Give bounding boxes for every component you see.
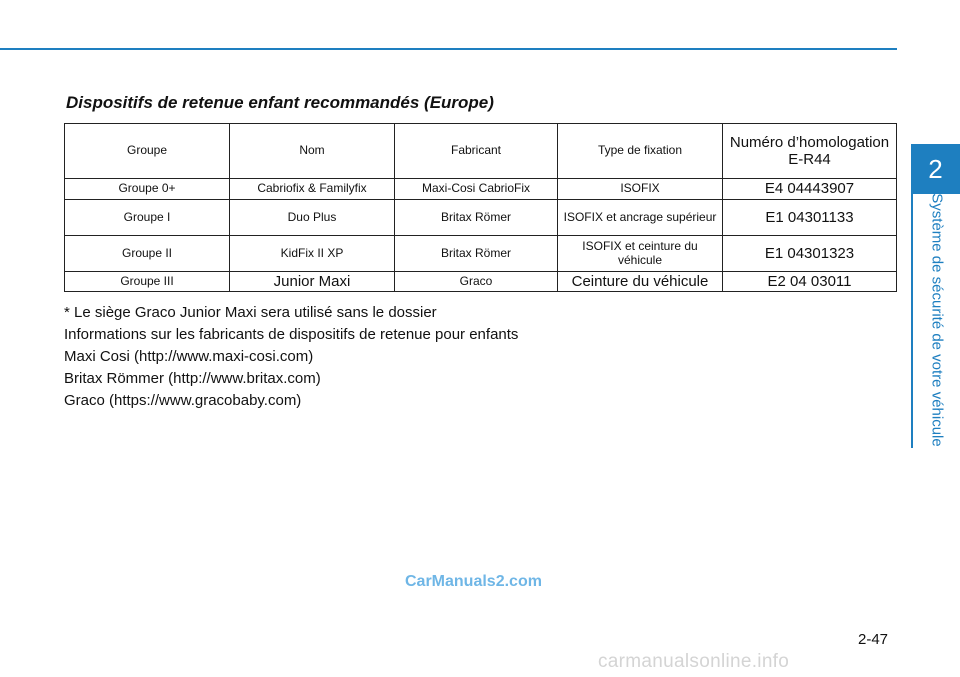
note-line: Informations sur les fabricants de dispositifs de retenue pour enfants [64, 326, 519, 343]
table-cell: E1 04301133 [723, 200, 897, 236]
table-cell: ISOFIX [558, 179, 723, 200]
header-cell-manufacturer: Fabricant [395, 124, 558, 179]
table-cell: Groupe 0+ [65, 179, 230, 200]
table-cell: Groupe I [65, 200, 230, 236]
header-cell-name: Nom [230, 124, 395, 179]
note-line: * Le siège Graco Junior Maxi sera utilisé sans le dossier [64, 304, 437, 321]
table-cell: Groupe III [65, 272, 230, 292]
table-row [65, 200, 897, 236]
table-cell: ISOFIX et ancrage supérieur [558, 200, 723, 236]
table-cell: E4 04443907 [723, 179, 897, 200]
notes-block [64, 302, 518, 412]
table-cell: Ceinture du véhicule [558, 272, 723, 292]
table-cell: Maxi-Cosi CabrioFix [395, 179, 558, 200]
top-rule [0, 48, 897, 50]
section-heading: Dispositifs de retenue enfant recommandés (Europe) [66, 93, 494, 112]
table-cell: Cabriofix & Familyfix [230, 179, 395, 200]
table-cell: Junior Maxi [230, 272, 395, 292]
chapter-title: Système de sécurité de votre véhicule [928, 193, 946, 447]
table-cell: E1 04301323 [723, 236, 897, 272]
watermark: CarManuals2.com [405, 573, 542, 590]
table-cell: Groupe II [65, 236, 230, 272]
table-cell: Britax Römer [395, 236, 558, 272]
table-cell: KidFix II XP [230, 236, 395, 272]
header-cell-group: Groupe [65, 124, 230, 179]
note-line: Graco (https://www.gracobaby.com) [64, 392, 302, 409]
header-cell-homologation: Numéro d’homologation E-R44 [723, 124, 897, 179]
page-number: 2-47 [858, 631, 889, 648]
child-seat-table [64, 123, 897, 292]
table-header-row [65, 124, 897, 179]
table-cell: Graco [395, 272, 558, 292]
chapter-number: 2 [928, 153, 943, 184]
table-cell: Duo Plus [230, 200, 395, 236]
table-cell: ISOFIX et ceinture du véhicule [558, 236, 723, 272]
bottom-watermark: carmanualsonline.info [598, 651, 790, 672]
table-cell: Britax Römer [395, 200, 558, 236]
chapter-tab [911, 144, 960, 194]
note-line: Maxi Cosi (http://www.maxi-cosi.com) [64, 348, 314, 365]
header-cell-fixation-type: Type de fixation [558, 124, 723, 179]
note-line: Britax Römmer (http://www.britax.com) [64, 370, 321, 387]
table-row [65, 179, 897, 200]
table-row [65, 272, 897, 292]
table-cell: E2 04 03011 [723, 272, 897, 292]
table-row [65, 236, 897, 272]
chapter-sidebar-line [911, 194, 913, 448]
